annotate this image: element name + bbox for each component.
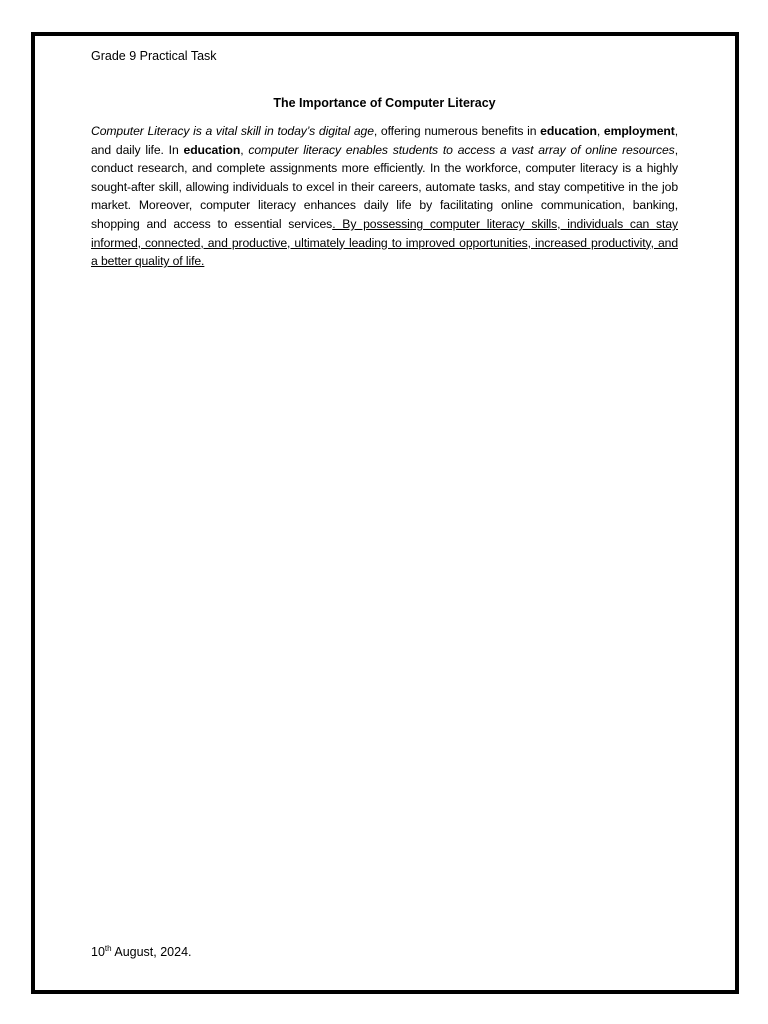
- header-label: Grade 9 Practical Task: [91, 49, 217, 63]
- text-run: , conduct research, and complete assignments more efficiently. In the workforce, computer literacy is a highly sought-after skill, allowing individuals to excel in their careers, automate tasks, and stay competitive in the job market. Moreover, computer literacy enhances daily life by facilitating online communication, banking, shopping and access to essential services: [91, 142, 678, 231]
- underlined-conclusion: . By possessing computer literacy skills, individuals can stay informed, connected, and productive, ultimately leading to improved opportunities, increased productivity, and a better quality of life.: [91, 216, 678, 269]
- italic-phrase-intro: Computer Literacy is a vital skill in today’s digital age: [91, 124, 374, 138]
- text-run: ,: [240, 142, 249, 157]
- bold-word-education: education: [540, 124, 597, 138]
- text-run: ,: [596, 124, 604, 138]
- bold-word-employment: employment: [603, 124, 675, 138]
- date-ordinal-suffix: th: [104, 943, 112, 953]
- italic-phrase-students: computer literacy enables students to access a vast array of online resources: [248, 142, 675, 157]
- document-title: The Importance of Computer Literacy: [273, 96, 496, 110]
- bold-word-education-2: education: [183, 142, 241, 157]
- date-month-year: August, 2024.: [111, 945, 192, 959]
- body-paragraph: [91, 122, 678, 271]
- footer-date: [91, 943, 192, 961]
- date-day: 10: [91, 945, 105, 959]
- text-run: , and daily life. In: [91, 124, 678, 157]
- text-run: , offering numerous benefits in: [373, 124, 541, 138]
